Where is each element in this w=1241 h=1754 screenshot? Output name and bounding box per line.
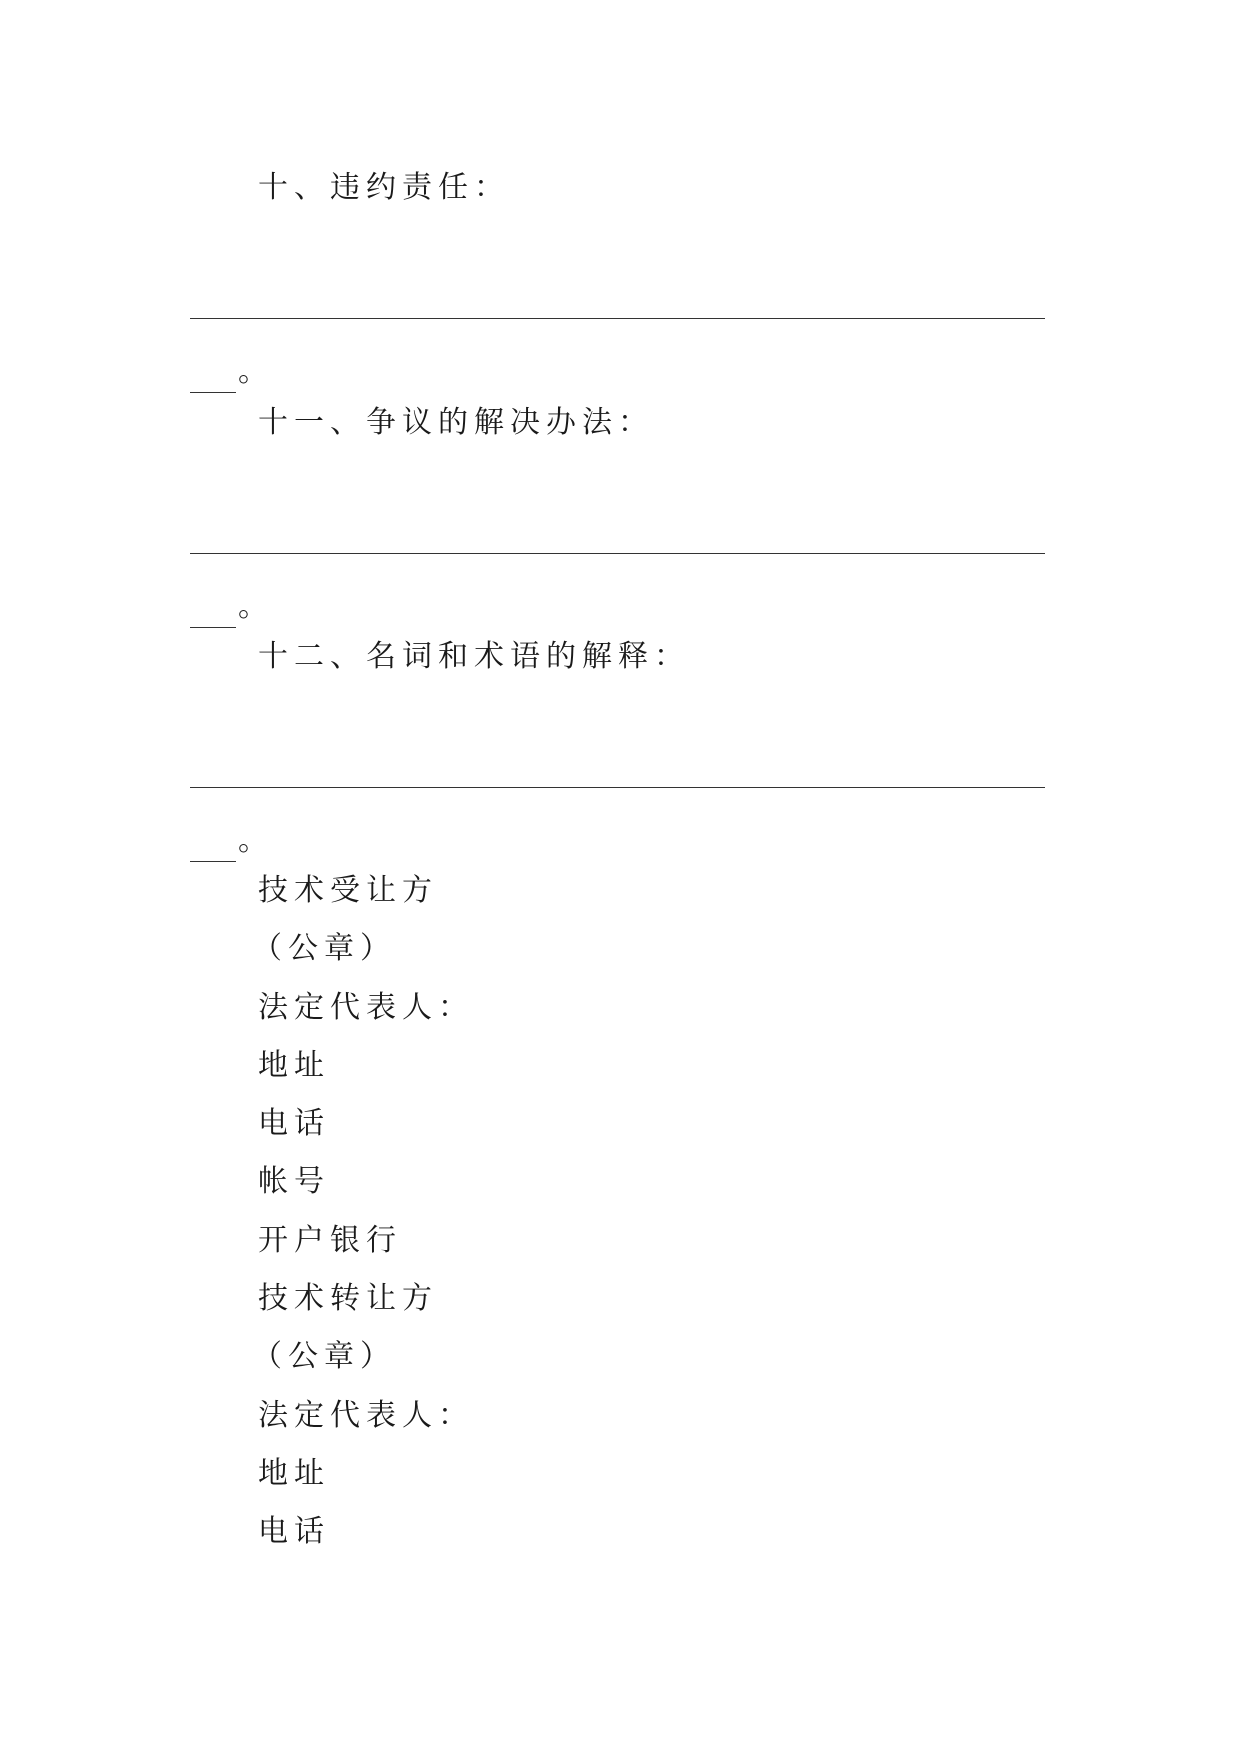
fill-in-blank-end bbox=[190, 821, 268, 862]
official-seal-label: （公章） bbox=[252, 931, 396, 966]
phone-label: 电话 bbox=[258, 1106, 330, 1141]
fill-in-blank-end bbox=[190, 352, 268, 393]
fill-in-blank-line bbox=[190, 318, 1045, 319]
blank-stub bbox=[190, 861, 236, 862]
address-label: 地址 bbox=[258, 1456, 330, 1491]
fill-in-blank-line bbox=[190, 553, 1045, 554]
legal-representative-label: 法定代表人： bbox=[258, 990, 474, 1025]
fill-in-blank-end bbox=[190, 587, 268, 628]
transferee-label: 技术受让方 bbox=[258, 873, 438, 908]
bank-label: 开户银行 bbox=[258, 1223, 402, 1258]
end-mark: 。 bbox=[238, 823, 268, 858]
phone-label: 电话 bbox=[258, 1514, 330, 1549]
legal-representative-label: 法定代表人： bbox=[258, 1398, 474, 1433]
section-heading-terms-definitions: 十二、名词和术语的解释： bbox=[258, 639, 690, 674]
address-label: 地址 bbox=[258, 1048, 330, 1083]
section-heading-breach-liability: 十、违约责任： bbox=[258, 170, 510, 205]
end-mark: 。 bbox=[238, 354, 268, 389]
transferor-label: 技术转让方 bbox=[258, 1281, 438, 1316]
account-number-label: 帐号 bbox=[258, 1164, 330, 1199]
official-seal-label: （公章） bbox=[252, 1339, 396, 1374]
fill-in-blank-line bbox=[190, 787, 1045, 788]
end-mark: 。 bbox=[238, 589, 268, 624]
section-heading-dispute-resolution: 十一、争议的解决办法： bbox=[258, 405, 654, 440]
blank-stub bbox=[190, 627, 236, 628]
blank-stub bbox=[190, 392, 236, 393]
